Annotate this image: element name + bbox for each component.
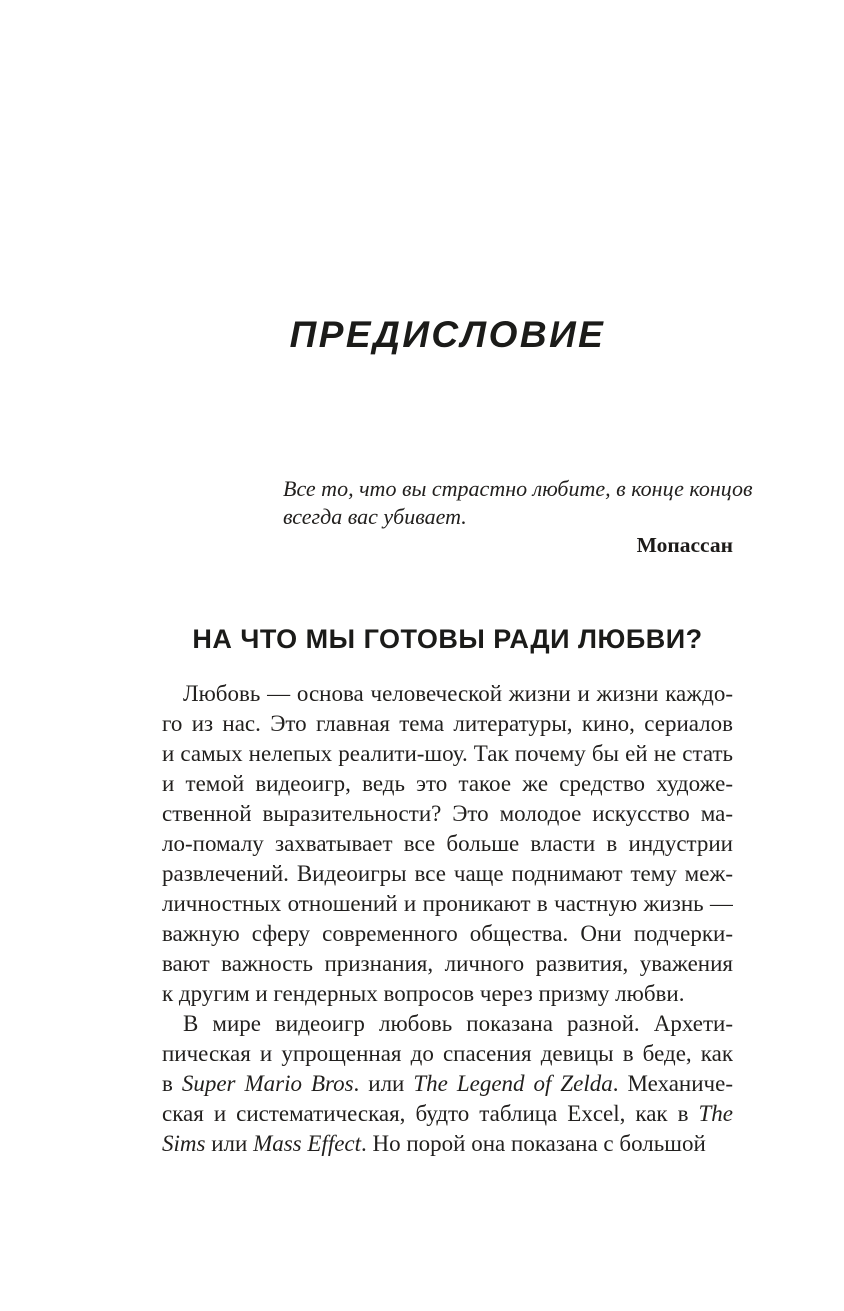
body-line bbox=[162, 1069, 733, 1099]
text-segment: в bbox=[162, 1071, 182, 1096]
text-segment: личностных отношений и проникают в частную жизнь — bbox=[162, 891, 733, 916]
chapter-title: ПРЕДИСЛОВИЕ bbox=[289, 314, 606, 355]
text-segment: ственной выразительности? Это молодое искусство ма- bbox=[162, 801, 733, 826]
epigraph bbox=[283, 475, 753, 559]
body-line bbox=[162, 1039, 733, 1069]
text-segment: или bbox=[205, 1131, 254, 1156]
epigraph-line: всегда вас убивает. bbox=[283, 504, 467, 529]
text-segment: ло-помалу захватывает все больше власти в индустрии bbox=[162, 831, 733, 856]
paragraph bbox=[162, 679, 733, 1009]
text-segment: . или bbox=[353, 1071, 414, 1096]
text-segment: В мире видеоигр любовь показана разной. Архети- bbox=[183, 1011, 733, 1036]
text-segment: ская и систематическая, будто таблица Excel, как в bbox=[162, 1101, 699, 1126]
text-segment: пическая и упрощенная до спасения девицы в беде, как bbox=[162, 1041, 733, 1066]
text-segment: развлечений. Видеоигры все чаще поднимают тему меж- bbox=[162, 861, 733, 886]
body-line bbox=[162, 979, 733, 1009]
text-column bbox=[162, 0, 753, 1159]
body-line bbox=[162, 709, 733, 739]
text-segment: вают важность признания, личного развития, уважения bbox=[162, 951, 733, 976]
game-title-italic: The bbox=[698, 1101, 733, 1126]
body-line bbox=[162, 829, 733, 859]
body-line bbox=[162, 1129, 733, 1159]
body-line bbox=[162, 679, 733, 709]
text-segment: и самых нелепых реалити-шоу. Так почему бы ей не стать bbox=[162, 741, 733, 766]
game-title-italic: Super Mario Bros bbox=[181, 1071, 354, 1096]
body-line bbox=[162, 949, 733, 979]
text-segment: . Механиче- bbox=[612, 1071, 733, 1096]
body-line bbox=[162, 739, 733, 769]
game-title-italic: Mass Effect bbox=[253, 1131, 362, 1156]
text-segment: . Но порой она показана с большой bbox=[361, 1131, 706, 1156]
body-line bbox=[162, 889, 733, 919]
body-line bbox=[162, 1099, 733, 1129]
text-segment: к другим и гендерных вопросов через призму любви. bbox=[162, 981, 685, 1006]
text-segment: важную сферу современного общества. Они подчерки- bbox=[162, 921, 733, 946]
body-line bbox=[162, 769, 733, 799]
epigraph-line: Все то, что вы страстно любите, в конце концов bbox=[283, 476, 753, 501]
body-line bbox=[162, 1009, 733, 1039]
text-segment: го из нас. Это главная тема литературы, кино, сериалов bbox=[162, 711, 733, 736]
epigraph-attribution: Мопассан bbox=[636, 533, 733, 557]
text-segment: Любовь — основа человеческой жизни и жизни каждо- bbox=[183, 681, 733, 706]
section-heading: НА ЧТО МЫ ГОТОВЫ РАДИ ЛЮБВИ? bbox=[192, 624, 703, 654]
paragraph bbox=[162, 1009, 733, 1159]
game-title-italic: The Legend of Zelda bbox=[413, 1071, 613, 1096]
body-line bbox=[162, 799, 733, 829]
text-segment: и темой видеоигр, ведь это такое же средство художе- bbox=[162, 771, 733, 796]
game-title-italic: Sims bbox=[162, 1131, 206, 1156]
body-paragraphs bbox=[162, 679, 733, 1159]
body-line bbox=[162, 859, 733, 889]
body-line bbox=[162, 919, 733, 949]
